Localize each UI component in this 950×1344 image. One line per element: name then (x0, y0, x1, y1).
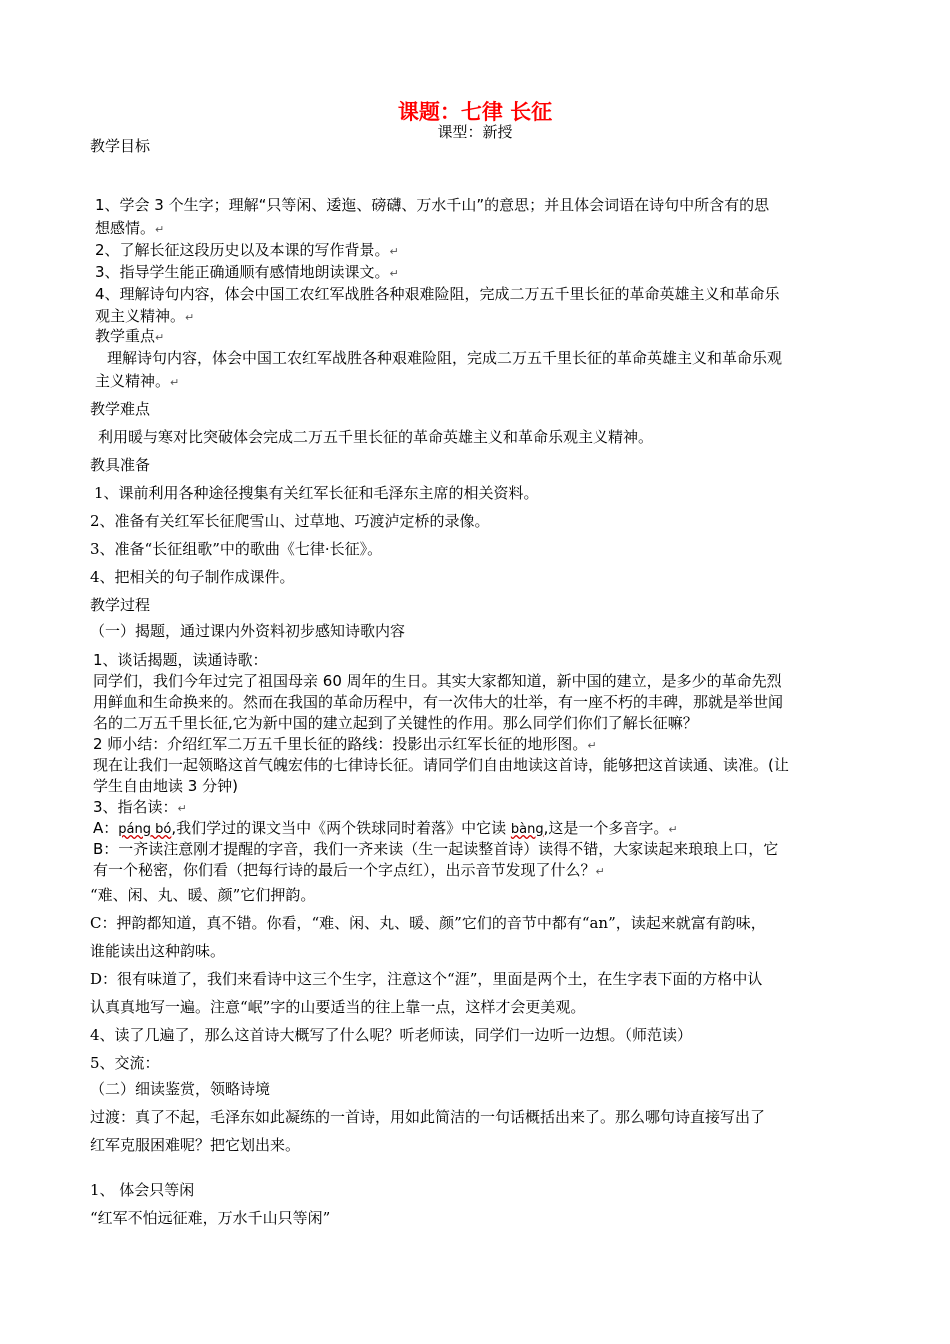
step-5: 5、交流： (90, 1054, 160, 1072)
step-1-heading: 1、谈话揭题，读通诗歌： (93, 651, 268, 669)
key-points-line-2: 主义精神。↵ (95, 372, 180, 390)
step-3-d-line-2: 认真真地写一遍。注意“岷”字的山要适当的往上靠一点，这样才会更美观。 (90, 998, 586, 1016)
lesson-type: 课型：新授 (437, 123, 513, 141)
step-3-c-line-1: C：押韵都知道，真不错。你看，“难、闲、丸、暖、颜”它们的音节中都有“an”，读起来就富有韵味， (90, 914, 766, 932)
material-1: 1、课前利用各种途径搜集有关红军长征和毛泽东主席的相关资料。 (94, 484, 539, 502)
step-2-summary: 2 师小结：介绍红军二万五千里长征的路线：投影出示红军长征的地形图。↵ (93, 735, 597, 753)
step-3-b-line-2: 有一个秘密，你们看（把每行诗的最后一个字点红），出示音节发现了什么？↵ (93, 861, 605, 879)
step-2-para-line-1: 现在让我们一起领略这首气魄宏伟的七律诗长征。请同学们自由地读这首诗，能够把这首读通、读准。(让 (93, 756, 789, 774)
key-points-heading: 教学重点↵ (95, 327, 165, 345)
step-1-para-line-2: 用鲜血和生命换来的。然而在我国的革命历程中，有一次伟大的壮举，有一座不朽的丰碑，那就是举世闻 (93, 693, 784, 711)
step-3-d-line-1: D：很有味道了，我们来看诗中这三个生字，注意这个“涯”，里面是两个土，在生字表下面的方格中认 (90, 970, 763, 988)
material-4: 4、把相关的句子制作成课件。 (90, 568, 295, 586)
objectives-heading: 教学目标 (90, 137, 151, 155)
objective-4-line-2: 观主义精神。↵ (95, 307, 195, 325)
process-part-1: （一）揭题，通过课内外资料初步感知诗歌内容 (90, 622, 406, 640)
objective-1-line-1: 1、学会 3 个生字；理解“只等闲、逶迤、磅礴、万水千山”的意思；并且体会词语在诗句中所含有的思 (95, 196, 770, 214)
transition-line-2: 红军克服困难呢？把它划出来。 (90, 1136, 301, 1154)
transition-line-1: 过渡：真了不起，毛泽东如此凝练的一首诗，用如此简洁的一句话概括出来了。那么哪句诗直接写出了 (90, 1108, 766, 1126)
key-points-line-1: 理解诗句内容，体会中国工农红军战胜各种艰难险阻，完成二万五千里长征的革命英雄主义和革命乐观 (107, 349, 783, 367)
difficulties-heading: 教学难点 (90, 400, 151, 418)
material-3: 3、准备“长征组歌”中的歌曲《七律·长征》。 (90, 540, 383, 558)
step-4: 4、读了几遍了，那么这首诗大概写了什么呢？听老师读，同学们一边听一边想。（师范读） (90, 1026, 693, 1044)
step-3-b-line-1: B：一齐读注意刚才提醒的字音，我们一齐来读（生一起读整首诗）读得不错，大家读起来琅琅上口，它 (93, 840, 779, 858)
step-3-a: A：páng bó,我们学过的课文当中《两个铁球同时着落》中它读 bàng,这是一个多音字。↵ (93, 819, 678, 837)
objective-3: 3、指导学生能正确通顺有感情地朗读课文。↵ (95, 263, 399, 281)
step-3-c-line-2: 谁能读出这种韵味。 (90, 942, 226, 960)
materials-heading: 教具准备 (90, 456, 151, 474)
difficulties-line-1: 利用暖与寒对比突破体会完成二万五千里长征的革命英雄主义和革命乐观主义精神。 (98, 428, 654, 446)
item-1-heading: 1、 体会只等闲 (90, 1181, 195, 1199)
pinyin-bang: bàng (510, 822, 544, 837)
rhyme-line: “难、闲、丸、暖、颜”它们押韵。 (90, 886, 316, 904)
objective-4-line-1: 4、理解诗句内容，体会中国工农红军战胜各种艰难险阻，完成二万五千里长征的革命英雄主义和革命乐 (95, 285, 780, 303)
material-2: 2、准备有关红军长征爬雪山、过草地、巧渡泸定桥的录像。 (90, 512, 490, 530)
poem-quote: “红军不怕远征难，万水千山只等闲” (90, 1209, 331, 1227)
step-1-para-line-1: 同学们，我们今年过完了祖国母亲 60 周年的生日。其实大家都知道，新中国的建立，是多少的革命先烈 (93, 672, 782, 690)
pinyin-pang-bo: páng bó (118, 822, 172, 837)
page-title: 课题：七律 长征 (397, 100, 553, 124)
process-heading: 教学过程 (90, 596, 151, 614)
process-part-2: （二）细读鉴赏，领略诗境 (90, 1080, 271, 1098)
step-1-para-line-3: 名的二万五千里长征,它为新中国的建立起到了关键性的作用。那么同学们你们了解长征嘛？ (93, 714, 698, 732)
step-2-para-line-2: 学生自由地读 3 分钟) (93, 777, 238, 795)
objective-1-line-2: 想感情。↵ (95, 219, 165, 237)
objective-2: 2、了解长征这段历史以及本课的写作背景。↵ (95, 241, 399, 259)
step-3-heading: 3、指名读：↵ (93, 798, 187, 816)
